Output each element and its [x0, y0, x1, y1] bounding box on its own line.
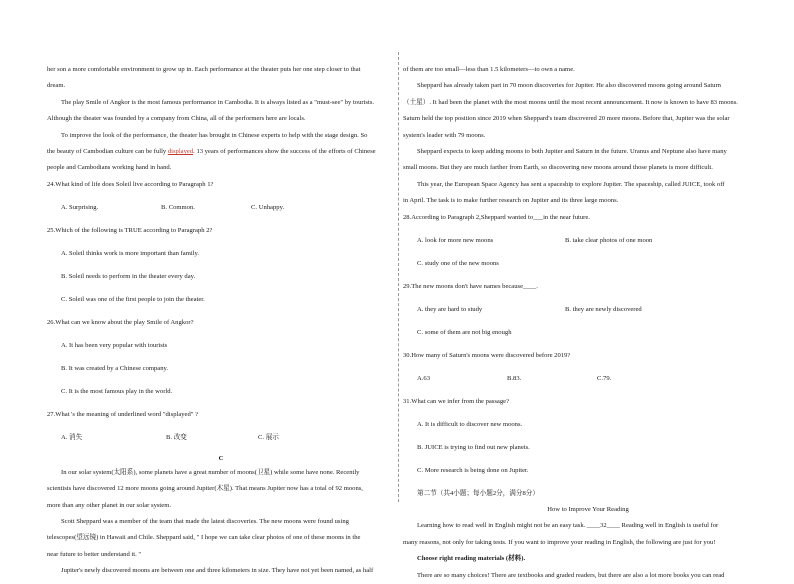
- option-c: C. study one of the new moons: [417, 259, 499, 267]
- text-line: Saturn held the top position since 2019 when Sheppard's team discovered 20 more moons. Before that, Jupiter was the solar: [403, 115, 730, 123]
- question-27: 27.What 's the meaning of underlined word "displayed" ?: [47, 410, 199, 418]
- option-a: A. Soleil thinks work is more important than family.: [61, 249, 200, 257]
- text-line: dream.: [47, 82, 66, 90]
- text-line: Sheppard expects to keep adding moons to both Jupiter and Saturn in the future. Uranus and Neptune also have many: [417, 148, 727, 156]
- text-line: her son a more comfortable environment to grow up in. Each performance at the theater puts her one step closer to that: [47, 66, 361, 73]
- option-a: A.63: [417, 374, 431, 382]
- option-a: A. It is difficult to discover new moons.: [417, 420, 523, 428]
- text-line: There are so many choices! There are textbooks and graded readers, but there are also a lot more books you can read: [417, 571, 725, 579]
- option-b: B. Common.: [161, 203, 195, 211]
- options-30: [403, 371, 773, 387]
- option-b: B. 改变: [166, 433, 187, 441]
- option-b: B. they are newly discovered: [565, 305, 642, 313]
- option-c: C. Unhappy.: [251, 203, 285, 211]
- option-c: C. 展示: [258, 433, 279, 441]
- option-c: C. It is the most famous play in the world.: [61, 387, 173, 395]
- text-line: Although the theater was founded by a company from China, all of the performers here are locals.: [47, 115, 306, 123]
- question-25: 25.Which of the following is TRUE according to Paragraph 2?: [47, 226, 213, 234]
- section-heading: 第二节（共4小题；每小题2分，满分8分）: [417, 489, 539, 497]
- text-line: This year, the European Space Agency has sent a spaceship to explore Jupiter. The spaceship, called JUICE, took off: [417, 180, 725, 188]
- text-line: Jupiter's newly discovered moons are between one and three kilometers in size. They have not yet been named, as half: [61, 567, 374, 575]
- left-column: [47, 62, 395, 580]
- option-c: C.79.: [597, 374, 612, 382]
- text-line: system's leader with 79 moons.: [403, 131, 486, 139]
- options-27: [47, 430, 395, 446]
- question-31: 31.What can we infer from the passage?: [403, 397, 510, 405]
- text-line: telescopes(望远镜) in Hawaii and Chile. Sheppard said, " I hope we can take clear photos of one of these moons in the: [47, 534, 361, 542]
- text-line: in April. The task is to make further research on Jupiter and its three large moons.: [403, 197, 619, 205]
- option-b: B. It was created by a Chinese company.: [61, 364, 169, 372]
- right-column: [403, 62, 773, 584]
- question-26: 26.What can we know about the play Smile of Angkor?: [47, 318, 194, 326]
- section-heading: C: [218, 454, 224, 462]
- column-divider: [398, 52, 399, 502]
- essay-title: How to Improve Your Reading: [547, 506, 629, 514]
- option-b: B. JUICE is trying to find out new planets.: [417, 443, 530, 451]
- text-line: The play Smile of Angkor is the most famous performance in Cambodia. It is always listed as a "must-see" by tourists.: [61, 98, 375, 106]
- option-a: A. look for more new moons: [417, 236, 494, 244]
- text-line: Sheppard has already taken part in 70 moon discoveries for Jupiter. He also discovered moons going around Saturn: [417, 82, 721, 90]
- question-29: 29.The new moons don't have names because____.: [403, 282, 538, 290]
- option-c: C. some of them are not big enough: [417, 328, 512, 336]
- text-line: （土星）. It had been the planet with the most moons until the most recent announcement. It now is known to have 83 moons.: [403, 98, 738, 106]
- option-b: B.83.: [507, 374, 522, 382]
- option-c: C. More research is being done on Jupiter.: [417, 466, 529, 474]
- text-line: many reasons, not only for taking tests. If you want to improve your reading in English, the following are just for you!: [403, 538, 716, 546]
- text-line: people and Cambodians working hand in hand.: [47, 164, 172, 172]
- text-line: Learning how to read well in English might not be an easy task. ____32____ Reading well in English is useful for: [417, 522, 719, 530]
- option-b: B. Soleil needs to perform in the theater every day.: [61, 272, 196, 280]
- options-28: [403, 233, 773, 249]
- option-a: A. they are hard to study: [417, 305, 483, 313]
- text-line: near future to better understand it. ": [47, 550, 142, 558]
- question-28: 28.According to Paragraph 2,Sheppard wanted to___in the near future.: [403, 213, 590, 221]
- option-a: A. Surprising.: [61, 203, 99, 211]
- text-line: of them are too small—less than 1.5 kilometers—to own a name.: [403, 66, 575, 73]
- option-a: A. 消失: [61, 433, 83, 441]
- text-line: scientists have discovered 12 more moons going around Jupiter(木星). That means Jupiter now has a total of 92 moons,: [47, 485, 363, 493]
- text-span: . 13 years of performances show the success of the efforts of Chinese: [193, 148, 376, 156]
- options-29: [403, 302, 773, 318]
- options-24: [47, 200, 395, 216]
- text-line: [47, 144, 395, 160]
- text-line: Scott Sheppard was a member of the team that made the latest discoveries. The new moons were found using: [61, 518, 349, 526]
- text-line: In our solar system(太阳系), some planets have a great number of moons(卫星) while some have none. Recently: [61, 468, 360, 476]
- text-line: more than any other planet in our solar system.: [47, 501, 171, 509]
- text-line: small moons. But they are much farther from Earth, so discovering new moons around those planets is more difficult.: [403, 164, 713, 172]
- option-c: C. Soleil was one of the first people to join the theater.: [61, 295, 205, 303]
- text-span: the beauty of Cambodian culture can be fully: [47, 148, 168, 156]
- option-a: A. It has been very popular with tourists: [61, 341, 168, 349]
- option-b: B. take clear photos of one moon: [565, 236, 653, 244]
- subheading: Choose right reading materials (材料).: [417, 555, 526, 563]
- text-line: To improve the look of the performance, the theater has brought in Chinese experts to help with the stage design. So: [61, 131, 368, 139]
- underlined-word: displayed: [167, 148, 194, 156]
- question-30: 30.How many of Saturn's moons were discovered before 2019?: [403, 351, 571, 359]
- question-24: 24.What kind of life does Soleil live according to Paragraph 1?: [47, 180, 214, 188]
